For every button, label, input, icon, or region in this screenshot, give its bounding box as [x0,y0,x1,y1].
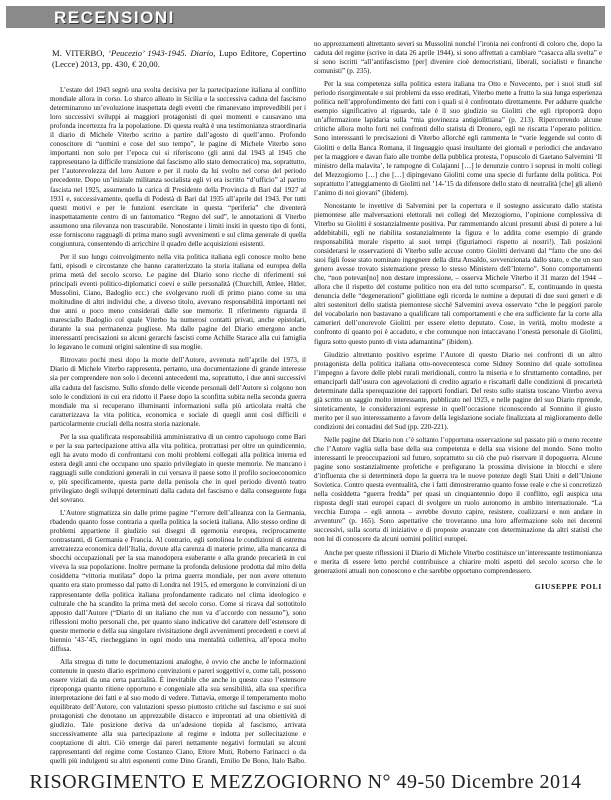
book-title: ‘Peucezio’ 1943-1945. Diario, [108,48,216,58]
paragraph: L’Autore stigmatizza sin dalle prime pagine “l’errore dell’alleanza con la Germania, rbadendo quanto fosse contraria a quella politica la società italiana. Allo stesso ordine di problemi appartiene il giudizio sui disegni di egemonia europea, reciprocamente contrastanti, di Germania e Francia. Al contrario, egli sottolinea le condizioni di estrema arretratezza economica dell’Italia, dovute alla carenza di materie prime, alla mancanza di sbocchi occupazionali per la sua manodopera esuberante e alla grande precarietà in cui viveva la sua popolazione. Inoltre permane la profonda delusione prodotta dal mito della cosiddetta “vittoria mutilata” dopo la prima guerra mondiale, per non avere ottenuto quanto era stato promesso dal patto di Londra nel 1915, ed emergono le convinzioni di un rappresentante della politica italiana profondamente radicato nel clima ideologico e culturale che ha scandito la prima metà del secolo corso. Come si ricava dal sottotitolo apposto dall’Autore (“Diario di un italiano che non va d’accordo con nessuno”), sono riflessioni molto personali che, per quanto siano indicative del carattere dell’estensore di queste memorie e della sua singolare rivisitazione degli avvenimenti precedenti e coevi al biennio ’43-’45, riecheggiano in ogni modo una mentalità collettiva, all’epoca molto diffusa. [50,509,306,653]
paragraph: Nonostante le invettive di Salvemini per la copertura e il sostegno assicurato dallo statista piemontese alle malversazioni elettorali nei collegi del Mezzogiorno, l’opinione complessiva di Viterbo su Giolitti è sostanzialmente positiva. Pur rammentando alcuni presunti abusi di potere a lui addebitabili, egli ne riabilita sostanzialmente la figura e lo addita come esempio di grande responsabilità morale rispetto ai suoi tempi (figuriamoci rispetto ai nostri!). Tali posizioni considerarsi le osservazioni di Viterbo sulle accuse contro Giolitti derivanti dal “fatto che uno dei suoi figli fosse stato nominato ingegnere della ditta Ansaldo, sovvenzionata dallo stato, e che un suo genero avesse trovato sistemazione presso lo stesso Ministero dell’Interno”. Sono comportamenti che, “non potevan[no] non destare impressione, – osserva Michele Viterbo il 31 marzo del 1944 – allora che il rispetto del costume politico non era del tutto scomparso”. E, continuando in questa denuncia delle “degenerazioni” giolittiane egli ricorda le nomine a deputati di due suoi generi e di altri sostenitori dello statista piemontese sicché Salvemini aveva osservato “che le peggiori parole del vocabolario non bastavano a qualificare tali comportamenti e che era sufficiente far la corte alla camerieri dell’onorevole Giolitti per essere eletto deputato. Cose, in verità, molto modeste a confronto di quanto poi è accaduto, e che comunque non intaccavano l’onestà personale di Giolitti, figura sotto questo punto di vista adamantina” (ibidem). [314,201,602,346]
paragraph: Giudizio altrettanto positivo esprime l’Autore di questo Diario nei confronti di un altro protagonista della politica italiana otto-novecentesca come Sidney Sonnino del quale sottolinea l’impegno a favore delle plebi rurali meridionali, contro la miseria e lo sfruttamento contadino, per emanciparli dall’usura con agevolazioni di credito agrario e riscattarli dalle condizioni di precarietà determinate dalla sperequazione dei rapporti fondiari. Del resto sullo statista toscano Viterbo aveva già scritto un saggio molto interessante, pubblicato nel 1923, e nelle pagine del suo Diario riprende, sinteticamente, le considerazioni espresse in quell’occasione riconoscendo al Sonnino il giusto merito per il suo interessamento a favore della legislazione sociale finalizzata al miglioramento delle condizioni dei contadini del Sud (pp. 220-221). [314,350,602,431]
paragraph: Alla stregua di tutte le documentazioni analoghe, è ovvio che anche le informazioni contenute in questo diario esprimono convinzioni e pareri soggettivi e, come tali, possono essere viziati da una certa parzialità. È inevitabile che anche in questo caso l’estensore riproponga quanto ritiene opportuno e congeniale alla sua sensibilità, alla sua specifica interpretazione dei fatti e al suo modo di vedere. Tuttavia, emerge il temperamento molto equilibrato dell’Autore, con valutazioni spesso piuttosto critiche sul fascismo e sui suoi protagonisti che denotano un apprezzabile distacco e improntati ad una obiettività di giudizio. Tale posizione deriva da un’adesione tiepida al fascismo, arrivata successivamente alla sua partecipazione al regime e indotta per sollecitazione e cooptazione di altri. Ciò emerge dai pareri nettamente negativi formulati su alcuni rappresentanti del regime come Costanzo Ciano, Ettore Muti, Roberto Farinacci o da quelli più indulgenti su altri esponenti come Dino Grandi, Emilio De Bono, Italo Balbo. [50,657,306,766]
book-details: Lupo Editore, Copertino (Lecce) 2013, pp. 430, € 20,00. [52,48,306,69]
paragraph: L’estate del 1943 segnò una svolta decisiva per la partecipazione italiana al conflitto mondiale allora in corso. Lo sbarco alleato in Sicilia e la successiva caduta del fascismo determinarono un’evoluzione inaspettata degli eventi che rimanevano imprevedibili per i loro successivi sviluppi ai maggiori protagonisti di quei momenti e causavano una profonda incertezza fra la popolazione. Di questa realtà è una testimonianza straordinaria il diario di Michele Viterbo scritto a partire dall’agosto di quell’anno. Profondo conoscitore di “uomini e cose del suo tempo”, le pagine di Michele Viterbo sono importanti non solo per l’epoca cui si riferiscono (gli anni dal 1943 al 1945 che rappresentano la difficile transizione dal fascismo allo stato democratico) ma, soprattutto, per l’autorevolezza del loro Autore e per il ruolo da lui svolto nel corso del periodo precedente. Dopo un’iniziale militanza socialista egli vi era iscritto “d’ufficio” al partito fascista nel 1925, assumendo la carica di Presidente della Provincia di Bari dal 1927 al 1931 e, successivamente, quella di Podestà di Bari dal 1935 all’aprile del 1943. Per tutti questi motivi e per le funzioni esercitate in questa “periferia” che diventerà inaspettatamente centro di un fantomatico “Regno del sud”, le annotazioni di Viterbo assumono una rilevanza non trascurabile. Nonostante i limiti insiti in questo tipo di fonti, esse forniscono ragguagli di prima mano sugli avvenimenti e sul clima generale di quella congiuntura, consentendo di arricchire il quadro delle acquisizioni esistenti. [50,86,306,248]
journal-footer: RISORGIMENTO E MEZZOGIORNO N° 49-50 Dicembre 2014 [29,771,582,793]
paragraph: Per la sua competenza sulla politica estera italiana tra Otto e Novecento, per i suoi studi sul periodo risorgimentale e sui problemi da esso ereditati, Viterbo mette a frutto la sua lunga esperienza politica nell’approfondimento dei fatti con i quali si è confrontato direttamente. Per addurre qualche esempio significativo al riguardo, tale è il suo giudizio su Giolitti che egli riproporrà dopo un’affermazione lapidaria sulla “mia giovinezza antigiolittiana” (p. 213). Ripercorrendo alcune critiche allora molto forti nei confronti dello statista di Dronero, egli ne riscatta l’operato politico. Sono interessanti le precisazioni di Viterbo allorché egli rammenta le “varie leggende sul conto di Giolitti e della Banca Romana, il linguaggio quasi insultante dei giornali e periodici che andavano per la maggiore e davan fiato alle trombe della pubblica protesta, l’opuscolo di Gaetano Salvemini ‘Il ministro della malavita’, le rampogne di Colajanni […] le denunzie contro i soprusi in molti collegi del Mezzogiorno […] che […] dipingevano Giolitti come una specie di furfante della politica. Poi soprattutto l’atteggiamento di Giolitti nel ’14-’15 da difensore dello stato di neutralità [che] gli alienò l’animo di noi giovani” (ibidem). [314,80,602,197]
book-author: M. VITERBO, [52,48,105,58]
paragraph: Anche per queste riflessioni il Diario di Michele Viterbo costituisce un’interessante testimonianza e merita di essere letto perché contribuisce a chiarire molti aspetti del secolo scorso che le generazioni attuali non conoscono e che sarebbe opportuno comprendessero. [314,548,602,575]
paragraph: Nelle pagine del Diario non c’è soltanto l’opportuna osservazione sul passato più o meno recente che l’Autore vaglia sulla base della sua competenza e della sua visione del mondo. Sono molto interessanti le preoccupazioni sul futuro, soprattutto su ciò che può riservare il dopoguerra. Alcune pagine sono sostanzialmente profetiche e prefigurano la prossima divisione in blocchi e sfere d’influenza che si determinerà dopo la guerra tra le nuove potenze degli Stati Uniti e dell’Unione Sovietica. Contro questa eventualità, che i fatti dimostreranno quanto fosse reale e che si concretizzò nella cosiddetta “guerra fredda” per quasi un cinquantennio dopo il conflitto, egli auspica una risposta degli stati europei capaci di svolgere un ruolo autonomo in ambito internazionale. “La vecchia Europa – egli annota – avrebbe dovuto capire, resistere, coalizzarsi e non andare in avventure” (p. 165). Sono aspettative che troveranno una loro affermazione solo nei decenni successivi, sulla scorta di iniziative e di proposte avanzate con determinazione da altri statisti che non lui di conoscere da alcuni uomini politici europei. [314,435,602,544]
section-title: RECENSIONI [54,8,175,27]
paragraph: Per la sua qualificata responsabilità amministrativa di un centro capoluogo come Bari e per la sua partecipazione attiva alla vita politica, protrattasi per oltre un quindicennio, egli ha avuto modo di confrontarsi con molti problemi collegati alla politica interna ed estera degli anni che occupano uno spazio privilegiato in queste memorie. Ne mancano i ragguagli sulle condizioni generali in cui versava il paese sotto il profilo socioeconomico e, più specificamente, questa parte della penisola che in quel periodo diventò teatro privilegiato degli sviluppi determinati dalla caduta del fascismo e dalla conseguente fuga del sovrano. [50,432,306,505]
paragraph: Per il suo lungo coinvolgimento nella vita politica italiana egli conosce molto bene fatti, episodi e circostanze che hanno caratterizzato la storia italiana ed europea della prima metà del secolo scorso. Le pagine del Diario sono ricche di riferimenti sui principali eventi politico-diplomatici coevi e sulle personalità (Churchill, Attlee, Hitler, Mussolini, Ciano, Badoglio ecc.) che svolgevano ruoli di primo piano come su una moltitudine di altri individui che, a diverso titolo, avevano responsabilità importanti nei due anni o poco meno considerati dalle sue memorie. Il riferimento riguarda il maresciallo Badoglio col quale Viterbo ha numerosi contatti privati, anche epistolari, durante la sua permanenza pugliese. Ma dalle pagine del Diario emergono anche interessanti precisazioni su alcuni gerarchi fascisti come Achille Starace alla cui famiglia lo legavano le comuni origini salentine di sua moglie. [50,252,306,352]
section-banner [6,6,605,28]
right-column [314,40,602,770]
paragraph: Ritrovato pochi mesi dopo la morte dell’Autore, avvenuta nell’aprile del 1973, il Diario di Michele Viterbo rappresenta, pertanto, una documentazione di grande interesse sia per comprendere non solo i decenni antecedenti ma, soprattutto, i due anni successivi alla caduta del fascismo. Sullo sfondo delle vicende personali dell’Autore si colgono non solo le condizioni in cui era ridotto il Paese dopo la sconfitta subita nella seconda guerra mondiale ma si recuperano illuminanti informazioni sulla più articolata realtà che caratterizzava la vita politica, economica e sociale di quegli anni così difficili e particolarmente cruciali della nostra storia nazionale. [50,356,306,428]
left-column [50,86,306,766]
paragraph: no apprezzamenti altrettanto severi su Mussolini nonché l’ironia nei confronti di coloro che, dopo la caduta del regime (scrive in data 26 aprile 1944), si sono affrettati a cambiare “casacca alla svelta” e si sono iscritti “all’antifascismo [per] divenire cioè democristiani, liberali, socialisti e finanche comunisti” (p. 235). [314,40,602,76]
bibliographic-entry [52,48,306,70]
author-signature: GIUSEPPE POLI [534,581,602,591]
